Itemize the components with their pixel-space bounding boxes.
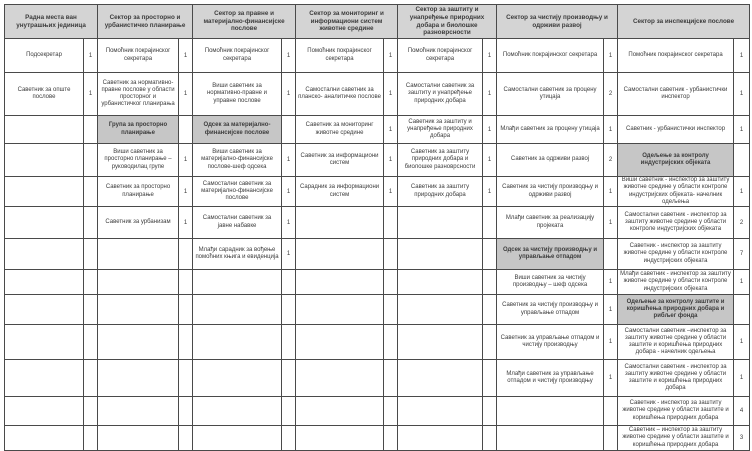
headcount-cell	[282, 295, 296, 325]
headcount-cell	[179, 397, 193, 426]
headcount-cell	[734, 144, 750, 177]
job-title-cell: Помоћник покрајинског секретара	[193, 39, 282, 73]
headcount-cell: 1	[282, 207, 296, 239]
job-title-cell	[98, 270, 179, 295]
job-title-cell	[193, 426, 282, 451]
job-title-cell	[5, 144, 84, 177]
job-title-cell: Саветник за заштиту и унапређење природних добара	[398, 116, 483, 144]
headcount-cell: 1	[734, 177, 750, 207]
headcount-cell	[282, 397, 296, 426]
headcount-cell	[384, 426, 398, 451]
job-title-cell: Самостални саветник - урбанистички инспектор	[618, 73, 734, 116]
headcount-cell: 1	[179, 39, 193, 73]
headcount-cell: 1	[734, 39, 750, 73]
headcount-cell: 1	[604, 177, 618, 207]
headcount-cell	[282, 270, 296, 295]
headcount-cell	[604, 239, 618, 270]
headcount-cell: 1	[282, 144, 296, 177]
headcount-cell	[384, 360, 398, 397]
column-header-inspection: Сектор за инспекцијске послове	[618, 5, 750, 39]
headcount-cell	[384, 207, 398, 239]
headcount-cell: 1	[282, 239, 296, 270]
headcount-cell	[384, 295, 398, 325]
headcount-cell	[179, 295, 193, 325]
headcount-cell	[483, 360, 497, 397]
headcount-cell: 2	[604, 73, 618, 116]
headcount-cell: 1	[483, 144, 497, 177]
job-title-cell	[98, 397, 179, 426]
job-title-cell	[296, 325, 384, 360]
section-header-cell: Одсек за чистију производњу и управљање отпадом	[497, 239, 604, 270]
job-title-cell	[98, 295, 179, 325]
table-row	[5, 116, 750, 144]
job-title-cell	[296, 426, 384, 451]
job-title-cell	[5, 397, 84, 426]
table-row	[5, 295, 750, 325]
headcount-cell	[179, 426, 193, 451]
headcount-cell: 1	[604, 325, 618, 360]
section-header-cell: Одељење за контролу заштите и коришћења природних добара и рибљег фонда	[618, 295, 734, 325]
job-title-cell	[5, 295, 84, 325]
headcount-cell: 1	[84, 73, 98, 116]
job-title-cell: Млађи саветник за управљање отпадом и чистију производњу	[497, 360, 604, 397]
headcount-cell	[179, 239, 193, 270]
job-title-cell	[398, 325, 483, 360]
headcount-cell: 1	[84, 39, 98, 73]
job-title-cell: Виши саветник - инспектор за заштиту животне средине у области контроле индустријских објеката- начелник одељења	[618, 177, 734, 207]
headcount-cell: 4	[734, 397, 750, 426]
job-title-cell	[398, 295, 483, 325]
job-title-cell	[5, 177, 84, 207]
headcount-cell	[604, 426, 618, 451]
headcount-cell: 1	[483, 73, 497, 116]
headcount-cell: 1	[384, 144, 398, 177]
headcount-cell	[282, 426, 296, 451]
column-header-nature-protection: Сектор за заштиту и унапређење природних добара и биолошке разноврсности	[398, 5, 497, 39]
headcount-cell	[84, 207, 98, 239]
headcount-cell: 3	[734, 426, 750, 451]
headcount-cell: 1	[604, 270, 618, 295]
job-title-cell: Виши саветник за просторно планирање – руководилац групе	[98, 144, 179, 177]
job-title-cell: Саветник за информациони систем	[296, 144, 384, 177]
headcount-cell	[84, 144, 98, 177]
job-title-cell	[296, 397, 384, 426]
headcount-cell: 2	[734, 207, 750, 239]
headcount-cell: 1	[734, 325, 750, 360]
job-title-cell	[296, 239, 384, 270]
headcount-cell	[604, 397, 618, 426]
headcount-cell: 1	[604, 116, 618, 144]
headcount-cell	[282, 116, 296, 144]
headcount-cell	[384, 239, 398, 270]
job-title-cell: Самостални саветник - инспектор за заштиту животне средине у области контроле индустријских објеката	[618, 207, 734, 239]
job-title-cell: Саветник - инспектор за заштиту животне средине у области контроле индустријских објеката	[618, 239, 734, 270]
job-title-cell: Виши саветник за чистију производњу – шеф одсека	[497, 270, 604, 295]
table-row	[5, 426, 750, 451]
job-title-cell: Саветник за урбанизам	[98, 207, 179, 239]
job-title-cell: Самостални саветник за процену утицаја	[497, 73, 604, 116]
job-title-cell	[5, 270, 84, 295]
column-header-legal-financial: Сектор за правне и материјално-финансијске послове	[193, 5, 296, 39]
job-title-cell: Подсекретар	[5, 39, 84, 73]
headcount-cell: 7	[734, 239, 750, 270]
headcount-cell: 1	[384, 39, 398, 73]
job-title-cell: Помоћник покрајинског секретара	[98, 39, 179, 73]
job-title-cell	[193, 295, 282, 325]
job-title-cell	[398, 397, 483, 426]
headcount-cell	[84, 239, 98, 270]
job-title-cell: Саветник за чистију производњу и управљање отпадом	[497, 295, 604, 325]
headcount-cell	[84, 426, 98, 451]
table-row	[5, 39, 750, 73]
table-row	[5, 270, 750, 295]
job-title-cell	[296, 270, 384, 295]
headcount-cell: 1	[179, 177, 193, 207]
job-title-cell: Самостални саветник за планско- аналитичке послове	[296, 73, 384, 116]
headcount-cell	[84, 116, 98, 144]
job-title-cell	[398, 207, 483, 239]
table-row	[5, 397, 750, 426]
job-title-cell	[5, 239, 84, 270]
headcount-cell	[179, 116, 193, 144]
headcount-cell	[84, 397, 98, 426]
headcount-cell: 2	[604, 144, 618, 177]
table-row	[5, 360, 750, 397]
table-row	[5, 207, 750, 239]
job-title-cell: Саветник за опште послове	[5, 73, 84, 116]
job-title-cell	[5, 325, 84, 360]
job-title-cell	[98, 325, 179, 360]
headcount-cell: 1	[734, 73, 750, 116]
job-title-cell: Самостални саветник –инспектор за заштиту животне средине у области заштите и коришћења природних добара - начелник одељења	[618, 325, 734, 360]
headcount-cell	[84, 360, 98, 397]
job-title-cell: Саветник за просторно планирање	[98, 177, 179, 207]
headcount-cell	[384, 397, 398, 426]
job-title-cell	[398, 426, 483, 451]
job-title-cell	[193, 360, 282, 397]
headcount-cell	[179, 360, 193, 397]
job-title-cell	[193, 325, 282, 360]
column-header-spatial-planning: Сектор за просторно и урбанистичко планирање	[98, 5, 193, 39]
job-title-cell	[296, 207, 384, 239]
job-title-cell	[98, 360, 179, 397]
section-header-cell: Одељење за контролу индустријских објеката	[618, 144, 734, 177]
headcount-cell	[282, 325, 296, 360]
job-title-cell: Саветник - инспектор за заштиту животне средине у области заштите и коришћења природних добара	[618, 397, 734, 426]
table-row	[5, 73, 750, 116]
job-title-cell: Помоћник покрајинског секретара	[398, 39, 483, 73]
column-header-monitoring: Сектор за мониторинг и информациони систем животне средине	[296, 5, 398, 39]
headcount-cell: 1	[483, 177, 497, 207]
job-title-cell	[5, 426, 84, 451]
job-title-cell: Саветник за управљање отпадом и чистију производњу	[497, 325, 604, 360]
job-title-cell	[5, 207, 84, 239]
job-title-cell	[193, 397, 282, 426]
job-title-cell: Самостални саветник за јавне набавке	[193, 207, 282, 239]
headcount-cell	[483, 295, 497, 325]
job-title-cell: Саветник за нормативно- правне послове у области просторног и урбанистичког планирања	[98, 73, 179, 116]
headcount-cell: 1	[282, 177, 296, 207]
table-row	[5, 144, 750, 177]
job-title-cell: Млађи саветник за реализацију пројеката	[497, 207, 604, 239]
headcount-cell: 1	[179, 144, 193, 177]
headcount-cell: 1	[483, 116, 497, 144]
column-header-clean-production: Сектор за чистију производњу и одрживи развој	[497, 5, 618, 39]
job-title-cell	[296, 360, 384, 397]
job-title-cell: Саветник за одрживи развој	[497, 144, 604, 177]
headcount-cell: 1	[384, 73, 398, 116]
column-header-work-positions: Радна места ван унутрашњих јединица	[5, 5, 98, 39]
headcount-cell	[179, 325, 193, 360]
headcount-cell	[483, 207, 497, 239]
job-title-cell: Саветник – инспектор за заштиту животне средине у области заштите и коришћења природних добара	[618, 426, 734, 451]
job-title-cell	[5, 116, 84, 144]
headcount-cell	[734, 295, 750, 325]
headcount-cell	[483, 325, 497, 360]
job-title-cell: Саветник за чистију производњу и одрживи развој	[497, 177, 604, 207]
headcount-cell	[384, 270, 398, 295]
job-positions-table	[4, 4, 750, 451]
headcount-cell	[483, 397, 497, 426]
headcount-cell	[84, 177, 98, 207]
headcount-cell: 1	[604, 360, 618, 397]
job-title-cell	[98, 239, 179, 270]
headcount-cell: 1	[282, 73, 296, 116]
job-title-cell	[193, 270, 282, 295]
job-title-cell: Помоћник покрајинског секретара	[296, 39, 384, 73]
job-title-cell: Самостални саветник за заштиту и унапређење природних добара	[398, 73, 483, 116]
job-title-cell: Саветник за мониторинг животне средине	[296, 116, 384, 144]
table-row	[5, 177, 750, 207]
job-title-cell: Саветник за заштиту природних добара	[398, 177, 483, 207]
section-header-cell: Одсек за материјално-финансијске послове	[193, 116, 282, 144]
job-title-cell	[296, 295, 384, 325]
job-title-cell	[497, 397, 604, 426]
job-title-cell: Саветник за заштиту природних добара и биолошке разноврсности	[398, 144, 483, 177]
job-title-cell: Млађи саветник - инспектор за заштиту животне средине у области контроле индустријских објеката	[618, 270, 734, 295]
headcount-cell	[483, 426, 497, 451]
headcount-cell: 1	[604, 39, 618, 73]
job-title-cell: Млађи сарадник за вођење помоћних књига и евиденција	[193, 239, 282, 270]
headcount-cell	[84, 325, 98, 360]
job-title-cell: Сарадник за информациони систем	[296, 177, 384, 207]
job-title-cell: Самостални саветник за материјално-финансијске послове	[193, 177, 282, 207]
headcount-cell: 1	[179, 73, 193, 116]
headcount-cell: 1	[282, 39, 296, 73]
job-title-cell	[398, 239, 483, 270]
headcount-cell	[384, 325, 398, 360]
headcount-cell: 1	[483, 39, 497, 73]
table-row	[5, 325, 750, 360]
headcount-cell	[483, 270, 497, 295]
headcount-cell: 1	[734, 270, 750, 295]
job-title-cell	[5, 360, 84, 397]
job-title-cell: Помоћник покрајинског секретара	[497, 39, 604, 73]
headcount-cell	[84, 270, 98, 295]
headcount-cell: 1	[179, 207, 193, 239]
job-title-cell: Самостални саветник - инспектор за заштиту животне средине у области заштите и коришћења природних добара	[618, 360, 734, 397]
headcount-cell: 1	[384, 116, 398, 144]
table-row	[5, 239, 750, 270]
headcount-cell	[179, 270, 193, 295]
job-title-cell	[398, 270, 483, 295]
headcount-cell: 1	[604, 295, 618, 325]
headcount-cell: 1	[604, 207, 618, 239]
job-title-cell: Виши саветник за нормативно-правне и управне послове	[193, 73, 282, 116]
job-title-cell: Виши саветник за материјално-финансијске послове-шеф одсека	[193, 144, 282, 177]
headcount-cell	[483, 239, 497, 270]
section-header-cell: Група за просторно планирање	[98, 116, 179, 144]
job-title-cell: Млађи саветник за процену утицаја	[497, 116, 604, 144]
job-title-cell: Саветник - урбанистички инспектор	[618, 116, 734, 144]
headcount-cell	[84, 295, 98, 325]
job-title-cell	[497, 426, 604, 451]
headcount-cell	[282, 360, 296, 397]
headcount-cell: 1	[734, 360, 750, 397]
headcount-cell: 1	[384, 177, 398, 207]
header-row	[5, 5, 750, 39]
job-title-cell: Помоћник покрајинског секретара	[618, 39, 734, 73]
job-title-cell	[98, 426, 179, 451]
job-title-cell	[398, 360, 483, 397]
headcount-cell: 1	[734, 116, 750, 144]
